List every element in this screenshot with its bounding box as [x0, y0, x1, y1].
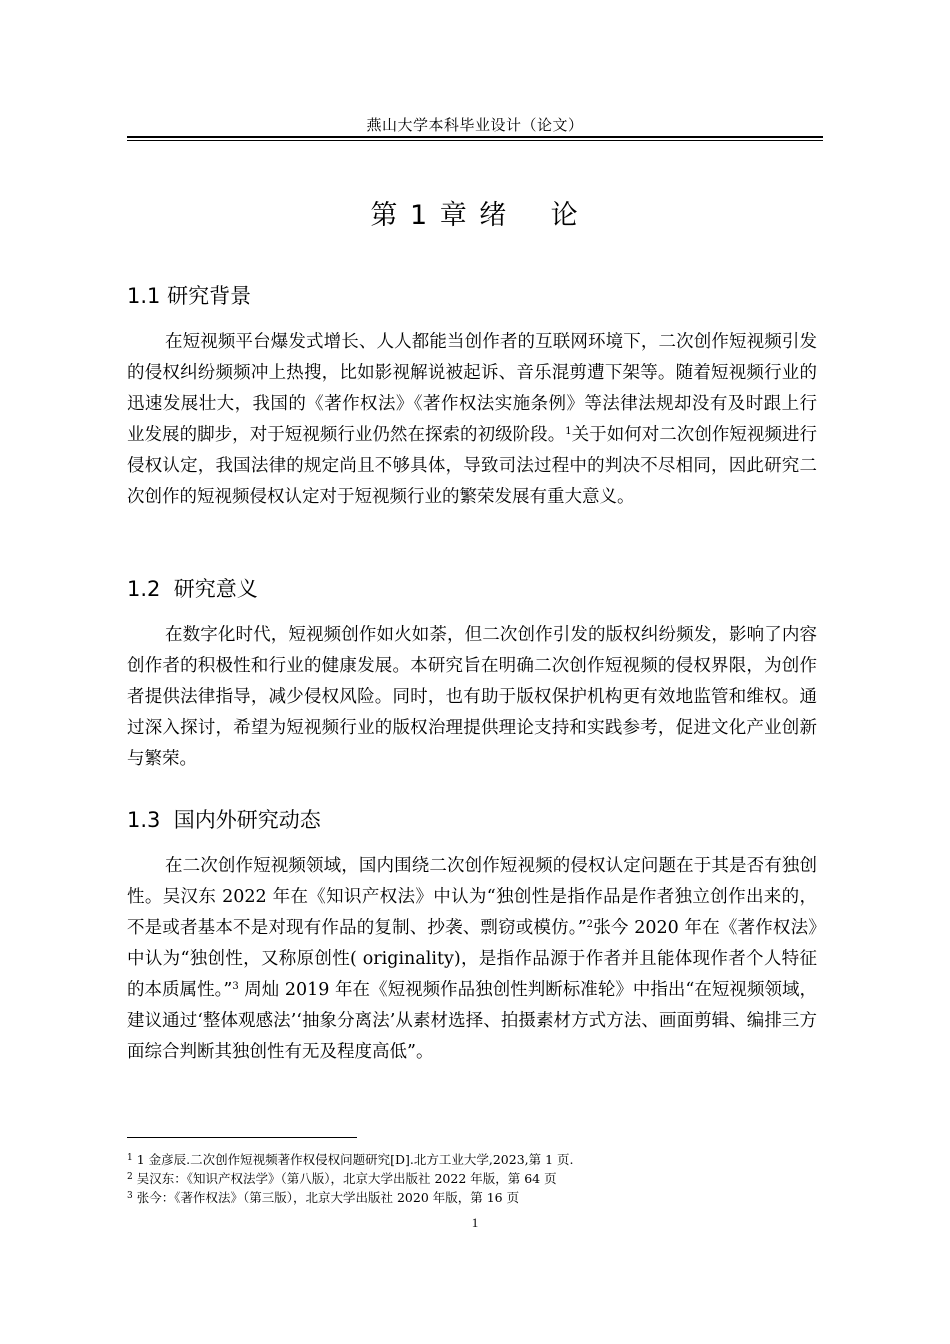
header-rule-thick	[127, 136, 823, 138]
paragraph-text: 关于如何对二次创作短视频进行侵权认定，我国法律的规定尚且不够具体，导致司法过程中的判决不尽相同，因此研究二次创作的短视频侵权认定对于短视频行业的繁荣发展有重大意义。	[127, 425, 818, 507]
paragraph-text: 在短视频平台爆发式增长、人人都能当创作者的互联网环境下，二次创作短视频引发的侵权纠纷频频冲上热搜，比如影视解说被起诉、音乐混剪遭下架等。随着短视频行业的迅速发展壮大，我国的《著作权法》《著作权法实施条例》等法律法规却没有及时跟上行业发展的脚步，对于短视频行业仍然在探索的初级阶段。	[127, 332, 817, 445]
footnote-2: $^2$ 吴汉东：《知识产权法学》（第八版），北京大学出版社 2022 年版，第 64 页	[127, 1171, 557, 1186]
paragraph-text: 在二次创作短视频领域，国内围绕二次创作短视频的侵权认定问题在于其是否有独创性。吴汉东 2022 年在《知识产权法》中认为“独创性是指作品是作者独立创作出来的，不是或者基本不是对现有作品的复制、抄袭、剽窃或模仿。”	[127, 856, 817, 938]
section-1-1-paragraph	[127, 327, 817, 513]
footnote-3: $^3$ 张今：《著作权法》（第三版），北京大学出版社 2020 年版，第 16 页	[127, 1190, 520, 1205]
paragraph-text: 张今 2020 年在《著作权法》中认为“独创性，又称原创性( originality)，是指作品源于作者并且能体现作者个人特征的本质属性。”	[127, 918, 817, 1000]
paragraph-text: 周灿 2019 年在《短视频作品独创性判断标准轮》中指出“在短视频领域，建议通过‘整体观感法’‘抽象分离法’从素材选择、拍摄素材方式方法、画面剪辑、编排三方面综合判断其独创性有无及程度高低”。	[127, 980, 818, 1062]
footnote-ref-3[interactable]: 3	[232, 981, 239, 992]
page-number: 1	[471, 1215, 479, 1230]
footnote-ref-1[interactable]: 1	[565, 426, 572, 437]
running-header: 燕山大学本科毕业设计（论文）	[366, 116, 584, 134]
footnote-ref-2[interactable]: 2	[586, 919, 594, 930]
section-heading-1-1: 1.1 研究背景	[127, 284, 252, 308]
section-1-2-paragraph: 在数字化时代，短视频创作如火如荼，但二次创作引发的版权纠纷频发，影响了内容创作者的积极性和行业的健康发展。本研究旨在明确二次创作短视频的侵权界限，为创作者提供法律指导，减少侵权风险。同时，也有助于版权保护机构更有效地监管和维权。通过深入探讨，希望为短视频行业的版权治理提供理论支持和实践参考，促进文化产业创新与繁荣。	[127, 625, 817, 769]
section-heading-1-3: 1.3 国内外研究动态	[127, 808, 321, 832]
header-rule-thin	[127, 140, 823, 141]
footnote-1: $^1$ 1 金彦辰.二次创作短视频著作权侵权问题研究[D].北方工业大学,2023,第 1 页.	[127, 1152, 574, 1167]
footnote-separator	[127, 1137, 357, 1138]
section-1-3-paragraph	[127, 851, 817, 1068]
section-heading-1-2: 1.2 研究意义	[127, 577, 258, 601]
chapter-title: 第 1 章 绪 论	[370, 200, 580, 231]
